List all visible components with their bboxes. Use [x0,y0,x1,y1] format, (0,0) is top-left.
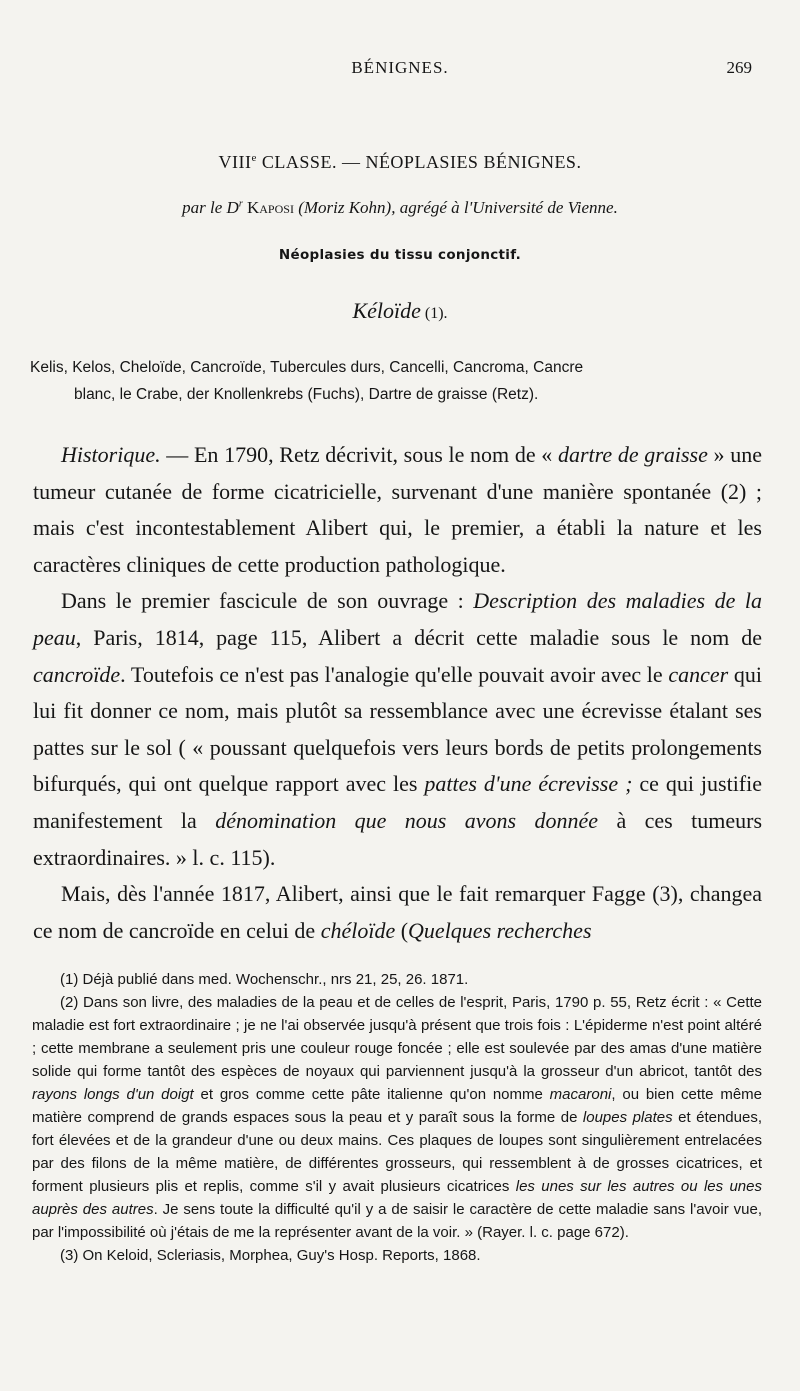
class-title [0,152,800,173]
footnote-3: (3) On Keloid, Scleriasis, Morphea, Guy's Hosp. Reports, 1868. [60,1247,481,1264]
text-run: pattes d'une écrevisse ; [424,771,633,797]
text-run: macaroni [549,1086,612,1103]
entry-title [0,298,800,324]
text-run: ce qui justifie manifestement la [33,771,763,833]
synonyms-line: blanc, le Crabe, der Knollenkrebs (Fuchs), Dartre de graisse (Retz). [74,386,539,403]
footnotes [32,968,762,1267]
class-title-prefix: VIII [218,152,252,172]
body-text [33,437,762,949]
text-run: Mais, dès l'année 1817, Alibert, ainsi que le fait remarquer Fagge (3), changea ce nom de cancroïde en celui de [33,881,762,943]
text-run: qui lui fit donner ce nom, mais plutôt sa ressemblance avec une écrevisse étalant ses pattes sur le sol ( « poussant quelquefois vers leurs bords de petits prolongements bifurqués, qui ont quelque rapport avec les [33,661,762,797]
section-heading: Néoplasies du tissu conjonctif. [278,247,522,263]
paragraph-description [33,583,762,876]
text-run: ( [395,917,409,943]
text-run: chéloïde [320,917,396,943]
text-run: Dans le premier fascicule de son ouvrage : [61,588,474,614]
class-title-sup: e [251,152,257,164]
page-number: 269 [726,58,752,77]
text-run: rayons longs d'un doigt [32,1086,194,1103]
text-run: » une tumeur cutanée de forme cicatricielle, survenant d'une manière spontanée (2) ; mais c'est incontestablement Alibert qui, le premier, a établi la nature et les caractères cliniques de cette production pathologique. [33,442,763,577]
text-run: et gros comme cette pâte italienne qu'on nomme [193,1086,550,1103]
text-run: Description des maladies de la peau [33,588,762,650]
author-affiliation: (Moriz Kohn), agrégé à l'Université de Vienne. [298,198,618,217]
author-name: Kaposi [242,198,299,217]
footnote-2 [32,991,762,1244]
text-run: cancer [668,661,729,687]
text-run: (2) Dans son livre, des maladies de la peau et de celles de l'esprit, Paris, 1790 p. 55, Retz écrit : « Cette maladie est fort extraordinaire ; je ne l'ai observée jusqu'à présent que trois fois : L'épiderme n'est point altéré ; cette membrane a seulement pris une couleur rouge foncée ; elle est soulevée par des amas d'une matière solide qui forme tantôt des espèces de noyaux qui parviennent jusqu'à la grosseur d'un abricot, tantôt des [32,994,762,1080]
text-run: loupes plates [582,1109,673,1126]
text-run: , Paris, 1814, page 115, Alibert a décrit cette maladie sous le nom de [75,624,762,650]
entry-footnote-ref: (1). [420,305,448,322]
text-run: , ou bien cette même matière comprend de grands espaces sous la peau et y paraît sous la forme de [32,1086,762,1126]
text-run: Historique. [61,442,161,467]
text-run: dénomination que nous avons donnée [215,807,599,833]
class-title-text: CLASSE. — NÉOPLASIES BÉNIGNES. [256,152,582,172]
author-line [0,198,800,218]
text-run: les unes sur les autres ou les unes auprès des autres [32,1178,762,1218]
synonyms-line: Kelis, Kelos, Cheloïde, Cancroïde, Tubercules durs, Cancelli, Cancroma, Cancre [30,359,584,376]
synonyms-list [30,354,760,408]
paragraph-cheloide [33,876,762,949]
author-sup: r [238,198,243,210]
page-header [40,58,760,82]
text-run: dartre de graisse [557,442,708,467]
text-run: — En 1790, Retz décrivit, sous le nom de « [160,442,558,467]
text-run: Quelques recherches [408,917,592,943]
text-run: à ces tumeurs extraordinaires. » l. c. 115). [33,807,763,870]
paragraph-historique [33,437,762,583]
entry-title-text: Kéloïde [352,298,421,323]
author-prefix: par le D [182,198,239,217]
running-head: BÉNIGNES. [351,58,449,77]
text-run: et étendues, fort élevées et de la grandeur d'une ou deux mains. Ces plaques de loupes sont singulièrement entrelacées par des filons de la même matière, de différentes grosseurs, qui ressemblent à de grosses cicatrices, et forment plusieurs plis et replis, comme s'il y avait plusieurs cicatrices [32,1109,762,1195]
text-run: . Je sens toute la difficulté qu'il y a de saisir le caractère de cette maladie sans l'avoir vue, par l'impossibilité où j'étais de me la représenter avant de la voir. » (Rayer. l. c. page 672). [32,1201,762,1241]
footnote-1: (1) Déjà publié dans med. Wochenschr., nrs 21, 25, 26. 1871. [60,971,469,988]
text-run: . Toutefois ce n'est pas l'analogie qu'elle pouvait avoir avec le [120,661,669,687]
text-run: cancroïde [33,661,121,687]
